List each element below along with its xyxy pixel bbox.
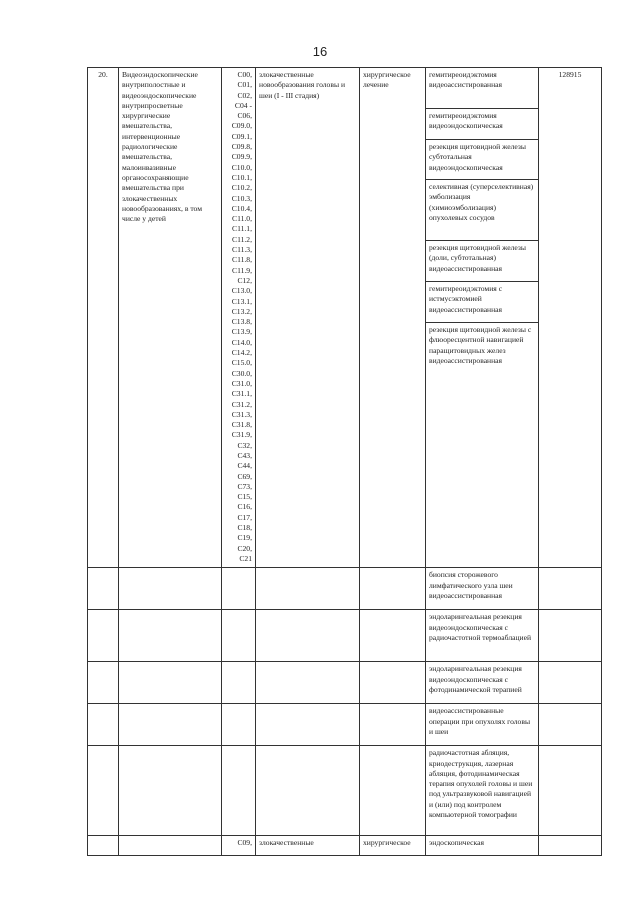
icd-code: C31.0, (231, 378, 252, 388)
icd-code: C13.9, (231, 327, 252, 337)
method-item: резекция щитовидной железы (доли, субтотальная) видеоассистированная (426, 241, 538, 282)
icd-code: C11.2, (232, 234, 252, 244)
icd-code: C43, (237, 450, 252, 460)
icd-code: C11.1, (232, 224, 252, 234)
method-item: резекция щитовидной железы субтотальная видеоэндоскопическая (426, 140, 538, 180)
icd-code: C11.0, (232, 214, 252, 224)
icd-code: C16, (237, 502, 252, 512)
diagnosis: злокачественные (256, 836, 360, 856)
icd-code: C10.3, (231, 193, 252, 203)
icd-code: C10.0, (231, 162, 252, 172)
icd-code: C15, (237, 492, 252, 502)
icd-code: C21 (239, 553, 252, 563)
icd-code: C10.2, (231, 183, 252, 193)
icd-code: C19, (237, 533, 252, 543)
icd-code: C12, (237, 275, 252, 285)
icd-code: C11.8, (232, 255, 252, 265)
icd-code: C13.8, (231, 317, 252, 327)
icd-code: C13.2, (231, 306, 252, 316)
treatment-type: хирургическое лечение (360, 68, 426, 568)
treatment-type: хирургическое (360, 836, 426, 856)
icd-code: C09.1, (231, 131, 252, 141)
icd-code: C10.1, (231, 172, 252, 182)
icd-code: C01, (237, 80, 252, 90)
icd-code: C14.0, (231, 337, 252, 347)
icd-code: C09.9, (231, 152, 252, 162)
icd-code: C31.1, (231, 389, 252, 399)
icd-code: C73, (237, 481, 252, 491)
method-item: гемитиреоидэктомия видеоассистированная (426, 68, 538, 109)
icd-code: C10.4, (231, 203, 252, 213)
method-item: радиочастотная абляция, криодеструкция, лазерная абляция, фотодинамическая терапия опухолей головы и шеи под ультразвуковой навигацией и (или) под контролем компьютерной томографии (426, 746, 539, 836)
icd-code: C31.9, (231, 430, 252, 440)
icd-code: C11.9, (232, 265, 252, 275)
row-number: 20. (88, 68, 119, 568)
icd-code: C04 - (234, 100, 252, 110)
diagnosis: злокачественные новообразования головы и шеи (I - III стадия) (256, 68, 360, 568)
cost-value: 128915 (539, 68, 602, 568)
group-name: Видеоэндоскопические внутриполостные и видеоэндоскопические внутрипросветные хирургические вмешательства, интервенционные радиологические вмешательства, малоинвазивные органосохраняющие вмешательства при злокачественных новообразованиях, в том числе у детей (119, 68, 222, 568)
method-item: эндоларингеальная резекция видеоэндоскопическая с фотодинамической терапией (426, 662, 539, 704)
icd-code: C30.0, (231, 368, 252, 378)
icd-code: C11.3, (232, 245, 252, 255)
treatment-table (87, 67, 602, 856)
page-number: 16 (312, 44, 328, 59)
icd-code: C09.0, (231, 121, 252, 131)
table-row (88, 662, 602, 704)
icd-code: C14.2, (231, 348, 252, 358)
table-row (88, 704, 602, 746)
table-row (88, 836, 602, 856)
method-item: селективная (суперселективная) эмболизация (химиоэмболизация) опухолевых сосудов (426, 180, 538, 241)
method-item: эндоларингеальная резекция видеоэндоскопическая с радиочастотной термоаблацией (426, 610, 539, 662)
icd-code: C02, (237, 90, 252, 100)
icd-code: C17, (237, 512, 252, 522)
method-item: гемитиреоидэктомия видеоэндоскопическая (426, 109, 538, 140)
table-row (88, 68, 602, 568)
icd-code: C13.0, (231, 286, 252, 296)
table-row (88, 568, 602, 610)
icd-code: C13.1, (231, 296, 252, 306)
icd-code: C00, (237, 70, 252, 79)
icd-codes (222, 68, 256, 568)
methods-cell (426, 68, 539, 568)
icd-code: C18, (237, 523, 252, 533)
method-item: биопсия сторожевого лимфатического узла шеи видеоассистированная (426, 568, 539, 610)
icd-code: C31.8, (231, 420, 252, 430)
icd-code: C31.2, (231, 399, 252, 409)
method-item: гемитиреоидэктомия с истмусэктомией видеоассистированная (426, 282, 538, 323)
icd-code: C06, (237, 111, 252, 121)
icd-code: C44, (237, 461, 252, 471)
icd-code: C32, (237, 440, 252, 450)
icd-code: C31.3, (231, 409, 252, 419)
icd-code: C20, (237, 543, 252, 553)
method-item: видеоассистированные операции при опухолях головы и шеи (426, 704, 539, 746)
method-item: эндоскопическая (426, 836, 539, 856)
method-item: резекция щитовидной железы с флюоресцентной навигацией паращитовидных желез видеоассистированная (429, 325, 532, 365)
table-row (88, 610, 602, 662)
icd-code: C15.0, (231, 358, 252, 368)
table-row (88, 746, 602, 836)
icd-code: C09, (222, 836, 256, 856)
icd-code: C09.8, (231, 142, 252, 152)
icd-code: C69, (237, 471, 252, 481)
